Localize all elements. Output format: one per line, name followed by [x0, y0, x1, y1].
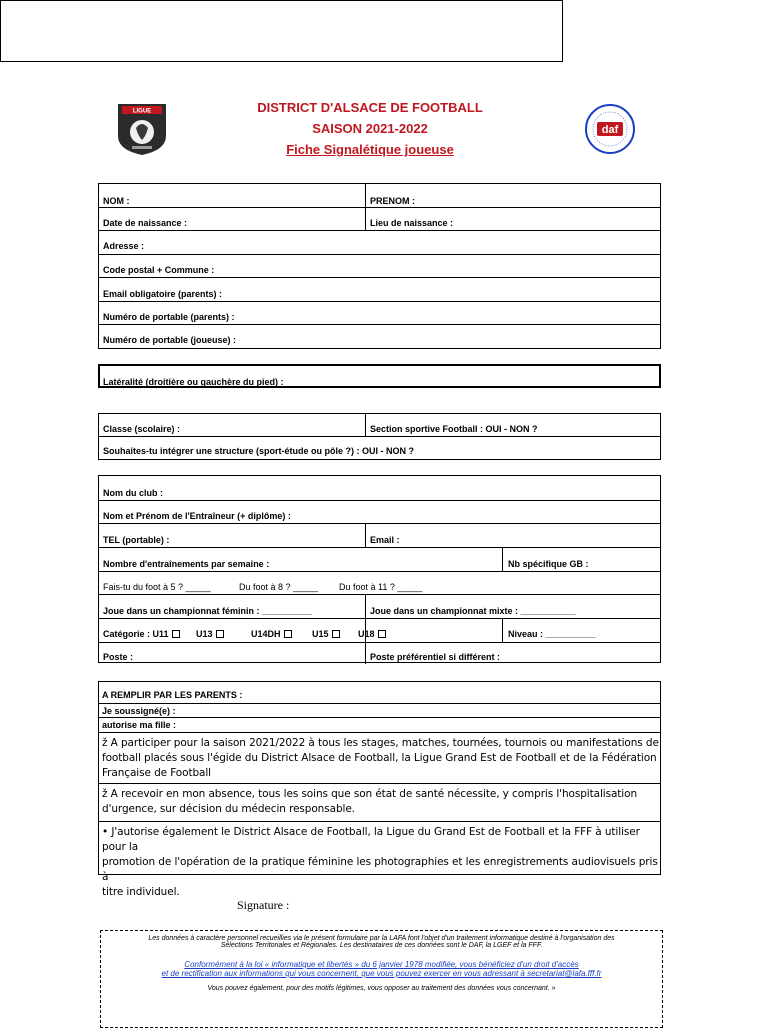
foot8-label: Du foot à 8 ? _____: [239, 582, 319, 592]
u15-checkbox[interactable]: [332, 630, 340, 638]
nb-entrainements-label: Nombre d'entraînements par semaine :: [103, 559, 270, 569]
entraineur-label: Nom et Prénom de l'Entraîneur (+ diplôme) :: [103, 511, 291, 521]
clause-photos: • J'autorise également le District Alsace de Football, la Ligue du Grand Est de Football et la FFF à utiliser pour la promotion de l'opération de la pratique féminine les photographies et les enregistrements audiovisuels pris à titre individuel.: [102, 826, 658, 898]
header-box: [0, 0, 563, 62]
portable-joueuse-label: Numéro de portable (joueuse) :: [103, 335, 237, 345]
soussigne-label: Je soussigné(e) :: [102, 706, 176, 716]
code-postal-label: Code postal + Commune :: [103, 265, 215, 275]
foot5-label: Fais-tu du foot à 5 ? _____: [103, 582, 211, 592]
u18-label: U18: [358, 629, 375, 639]
nom-label: NOM :: [103, 196, 130, 206]
foot11-label: Du foot à 11 ? _____: [339, 582, 423, 592]
nom-club-label: Nom du club :: [103, 488, 163, 498]
u14dh-label: U14DH: [251, 629, 281, 639]
niveau-label: Niveau : __________: [508, 629, 596, 639]
u18-checkbox[interactable]: [378, 630, 386, 638]
ligue-logo: [116, 100, 168, 156]
u14dh-checkbox[interactable]: [284, 630, 292, 638]
svg-text:LIGUE: LIGUE: [132, 108, 152, 115]
identity-box: [98, 183, 661, 349]
lieu-naissance-label: Lieu de naissance :: [370, 218, 454, 228]
parents-box: [98, 681, 661, 898]
date-naissance-label: Date de naissance :: [103, 218, 188, 228]
portable-parents-label: Numéro de portable (parents) :: [103, 312, 235, 322]
categorie-u11-label: Catégorie : U11: [103, 629, 169, 639]
lateralite-label: Latéralité (droitière ou gauchère du pied) :: [103, 377, 284, 387]
signature-label: Signature :: [237, 898, 290, 912]
footer-text-4[interactable]: et de rectification aux informations qui vous concernent, que vous pouvez exercer en vous adressant à secretariat@lafa.fff.fr: [161, 969, 602, 978]
u13-label: U13: [196, 629, 213, 639]
adresse-label: Adresse :: [103, 241, 145, 251]
prenom-label: PRENOM :: [370, 196, 415, 206]
email-parents-label: Email obligatoire (parents) :: [103, 289, 223, 299]
club-email-label: Email :: [370, 535, 400, 545]
footer-text-3[interactable]: Conformément à la loi « informatique et libertés » du 6 janvier 1978 modifiée, vous bénéficiez d'un droit d'accès: [184, 960, 579, 969]
nb-gb-label: Nb spécifique GB :: [508, 559, 589, 569]
clause-participation: ž A participer pour la saison 2021/2022 à tous les stages, matches, tournées, tournois ou manifestations de football placés sous l'égide du District Alsace de Football, la Ligue Grand Est de Football et de la Fédération Française de Football: [102, 737, 659, 779]
u11-checkbox[interactable]: [172, 630, 180, 638]
u15-label: U15: [312, 629, 329, 639]
footer-text-5: Vous pouvez également, pour des motifs légitimes, vous opposer au traitement des données vous concernant. »: [207, 985, 556, 992]
categorie-row: [103, 629, 224, 639]
autorise-label: autorise ma fille :: [102, 720, 177, 730]
season-title: SAISON 2021-2022: [312, 121, 428, 136]
poste-label: Poste :: [103, 652, 134, 662]
club-box: [98, 475, 661, 663]
structure-label: Souhaites-tu intégrer une structure (sport-étude ou pôle ?) : OUI - NON ?: [103, 446, 415, 456]
champ-feminin-label: Joue dans un championnat féminin : __________: [103, 606, 313, 616]
lateralite-box: [98, 364, 661, 388]
footer-text-2: Sélections Territoriales et Régionales. Les destinataires de ces données sont le DAF, la LGEF et la FFF.: [220, 942, 543, 949]
tel-label: TEL (portable) :: [103, 535, 170, 545]
school-box: [98, 413, 661, 460]
daf-logo: [584, 103, 636, 155]
footer-box: [100, 930, 663, 1028]
footer-text-1: Les données à caractère personnel recueillies via le présent formulaire par la LAFA font l'objet d'un traitement informatique destiné à l'organisation des: [148, 935, 615, 942]
champ-mixte-label: Joue dans un championnat mixte : ___________: [370, 606, 576, 616]
clause-soins: ž A recevoir en mon absence, tous les soins que son état de santé nécessite, y compris l'hospitalisation d'urgence, sur décision du médecin responsable.: [102, 788, 638, 815]
classe-label: Classe (scolaire) :: [103, 424, 181, 434]
parents-heading: A REMPLIR PAR LES PARENTS :: [102, 690, 243, 700]
poste-pref-label: Poste préférentiel si différent :: [370, 652, 501, 662]
svg-text:daf: daf: [601, 124, 619, 136]
section-sportive-label: Section sportive Football : OUI - NON ?: [370, 424, 538, 434]
form-subtitle: Fiche Signalétique joueuse: [286, 142, 454, 157]
u13-checkbox[interactable]: [216, 630, 224, 638]
district-title: DISTRICT D'ALSACE DE FOOTBALL: [257, 100, 483, 115]
